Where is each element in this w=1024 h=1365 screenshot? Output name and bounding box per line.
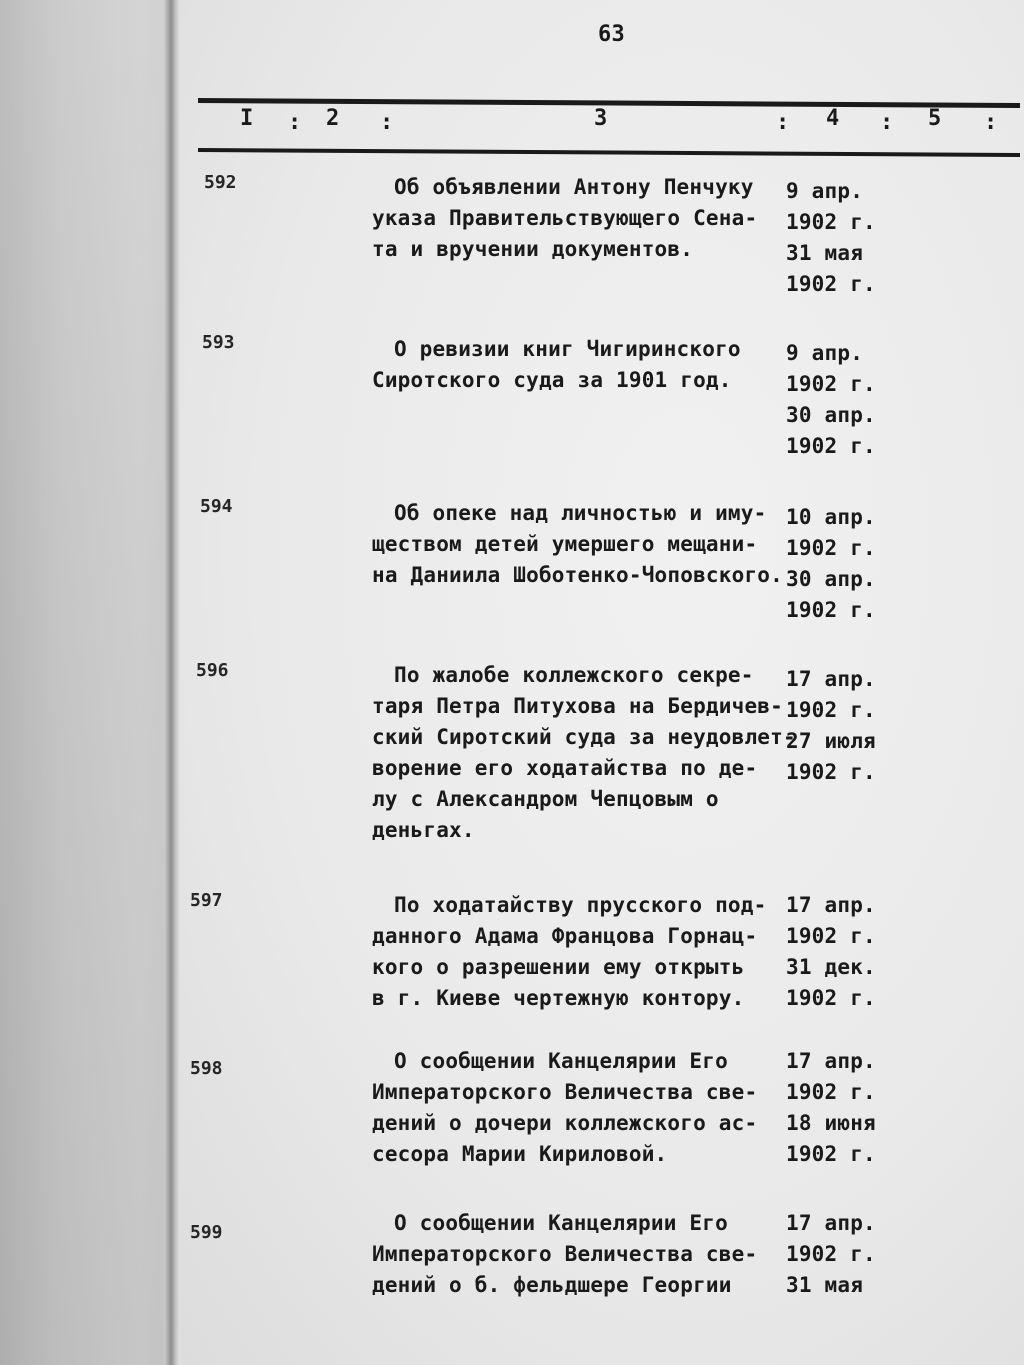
date-line: 30 апр. [786, 567, 876, 591]
description-line: По жалобе коллежского секре- [394, 663, 754, 687]
entry-number: 598 [190, 1058, 223, 1079]
description-line: О ревизии книг Чигиринского [394, 337, 741, 361]
description-line: О сообщении Канцелярии Его [394, 1211, 728, 1235]
date-line: 1902 г. [786, 272, 876, 296]
entry-dates [786, 338, 876, 462]
page-number: 63 [598, 22, 625, 47]
facing-page [0, 0, 172, 1365]
entry-number: 592 [204, 172, 237, 193]
entry-number: 593 [202, 332, 235, 353]
entry-description [372, 1046, 782, 1170]
description-line: дений о б. фельдшере Георгии [372, 1273, 732, 1297]
date-line: 18 июня [786, 1111, 876, 1135]
book-gutter [164, 0, 180, 1365]
column-header-4: 4 [826, 106, 840, 131]
entry-dates [786, 1046, 876, 1170]
entry-number: 597 [190, 890, 223, 911]
description-line: Об объявлении Антону Пенчуку [394, 175, 754, 199]
description-line: Об опеке над личностью и иму- [394, 501, 767, 525]
entry-number: 594 [200, 496, 233, 517]
date-line: 27 июля [786, 729, 876, 753]
description-line: на Даниила Шоботенко-Чоповского. [372, 563, 783, 587]
entry-description [372, 498, 782, 591]
column-header-2: 2 [326, 106, 340, 131]
column-separator: : [880, 110, 894, 135]
description-line: таря Петра Питухова на Бердичев- [372, 694, 783, 718]
entry-description [372, 660, 796, 846]
entry-number: 596 [196, 660, 229, 681]
column-header-3: 3 [594, 106, 608, 131]
entry-description [372, 334, 782, 396]
date-line: 1902 г. [786, 1242, 876, 1266]
date-line: 1902 г. [786, 698, 876, 722]
entry-description [372, 890, 782, 1014]
description-line: По ходатайству прусского под- [394, 893, 767, 917]
description-line: Императорского Величества све- [372, 1242, 758, 1266]
description-line: Императорского Величества све- [372, 1080, 758, 1104]
description-line: деньгах. [372, 818, 475, 842]
description-line: ществом детей умершего мещани- [372, 532, 758, 556]
column-separator: : [776, 110, 790, 135]
date-line: 10 апр. [786, 505, 876, 529]
date-line: 1902 г. [786, 372, 876, 396]
date-line: 31 мая [786, 241, 864, 265]
column-separator: : [380, 110, 394, 135]
entry-dates [786, 664, 876, 788]
date-line: 9 апр. [786, 341, 864, 365]
date-line: 17 апр. [786, 893, 876, 917]
description-line: О сообщении Канцелярии Его [394, 1049, 728, 1073]
date-line: 1902 г. [786, 986, 876, 1010]
entry-number: 599 [190, 1222, 223, 1243]
entry-dates [786, 1208, 876, 1301]
description-line: в г. Киеве чертежную контору. [372, 986, 745, 1010]
date-line: 9 апр. [786, 179, 864, 203]
column-separator: : [288, 110, 302, 135]
entry-dates [786, 176, 876, 300]
description-line: та и вручении документов. [372, 237, 694, 261]
description-line: сесора Марии Кириловой. [372, 1142, 668, 1166]
entry-description [372, 1208, 782, 1301]
column-separator: : [984, 110, 998, 135]
date-line: 1902 г. [786, 536, 876, 560]
date-line: 1902 г. [786, 434, 876, 458]
date-line: 1902 г. [786, 1080, 876, 1104]
date-line: 1902 г. [786, 210, 876, 234]
date-line: 31 дек. [786, 955, 876, 979]
description-line: дений о дочери коллежского ас- [372, 1111, 758, 1135]
description-line: Сиротского суда за 1901 год. [372, 368, 732, 392]
description-line: ворение его ходатайства по де- [372, 756, 758, 780]
entry-description [372, 172, 782, 265]
column-header-5: 5 [928, 106, 942, 131]
date-line: 17 апр. [786, 1049, 876, 1073]
date-line: 17 апр. [786, 667, 876, 691]
date-line: 30 апр. [786, 403, 876, 427]
date-line: 1902 г. [786, 1142, 876, 1166]
entry-dates [786, 890, 876, 1014]
date-line: 17 апр. [786, 1211, 876, 1235]
description-line: данного Адама Францова Горнац- [372, 924, 758, 948]
date-line: 1902 г. [786, 924, 876, 948]
description-line: кого о разрешении ему открыть [372, 955, 745, 979]
date-line: 31 мая [786, 1273, 864, 1297]
description-line: лу с Александром Чепцовым о [372, 787, 719, 811]
entry-dates [786, 502, 876, 626]
column-header-1: I [240, 106, 254, 131]
description-line: ский Сиротский суда за неудовлет- [372, 725, 796, 749]
date-line: 1902 г. [786, 598, 876, 622]
description-line: указа Правительствующего Сена- [372, 206, 758, 230]
date-line: 1902 г. [786, 760, 876, 784]
